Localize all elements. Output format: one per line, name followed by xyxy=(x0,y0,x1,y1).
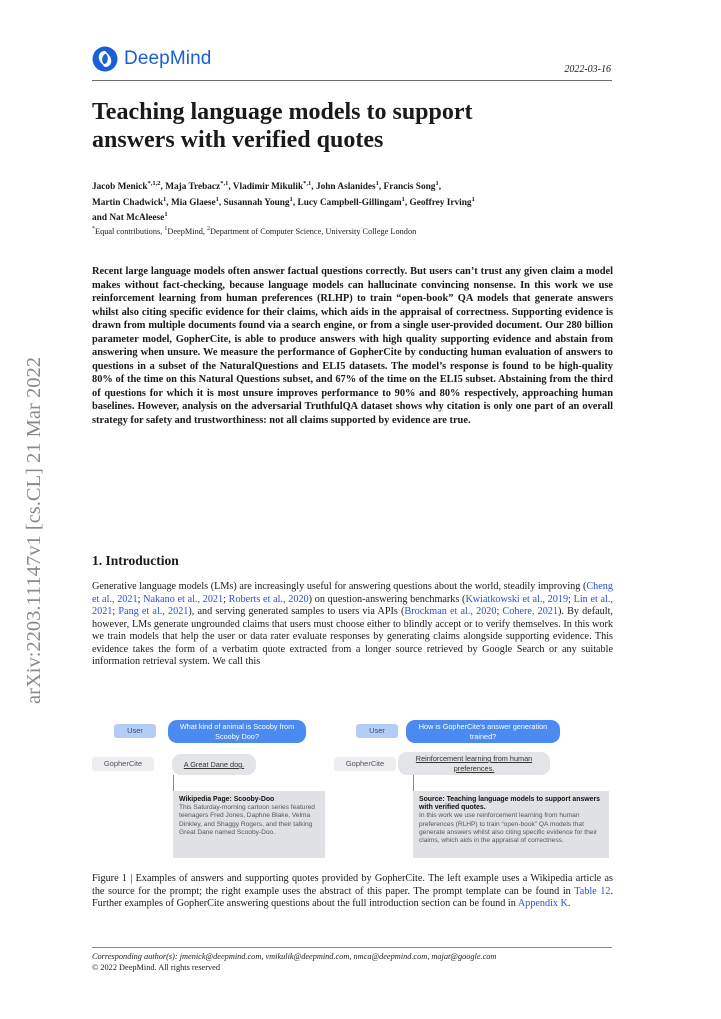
citation-link[interactable]: Cheng et al., 2021 xyxy=(92,581,613,605)
connector-left xyxy=(173,775,174,792)
source-text-left: This Saturday-morning cartoon series featured teenagers Fred Jones, Daphne Blake, Velma Dinkley, and Shaggy Rogers, and their talking Great Dane named Scooby-Doo. xyxy=(179,804,315,836)
citation-text: ; xyxy=(496,606,503,618)
citation-text: ; xyxy=(137,593,144,605)
footer-divider xyxy=(92,947,612,948)
author-name: Susannah Young xyxy=(223,197,290,208)
question-bubble-left: What kind of animal is Scooby from Scooby Doo? xyxy=(168,720,306,743)
source-title-right: Source: Teaching language models to support answers with verified quotes. xyxy=(419,796,600,812)
authors-line-2 xyxy=(92,194,612,210)
author-name: Vladimir Mikulik xyxy=(232,182,304,193)
author-affiliation-marker: 1 xyxy=(215,195,219,203)
caption-text: . xyxy=(567,898,571,910)
figure-1-caption xyxy=(92,873,613,911)
caption-link[interactable]: Table 12 xyxy=(574,885,611,897)
answer-bubble-left: A Great Dane dog. xyxy=(172,754,256,775)
citation-link[interactable]: Kwiatkowski et al., 2019 xyxy=(465,593,569,605)
user-label-right: User xyxy=(356,724,398,738)
corresponding-authors: Corresponding author(s): jmenick@deepmind.com, vmikulik@deepmind.com, nmca@deepmind.com, majat@google.com xyxy=(92,952,497,961)
citation-link[interactable]: Lin et al., 2021 xyxy=(92,593,613,618)
citation-text: Generative language models (LMs) are increasingly useful for answering questions about the world, steadily improving ( xyxy=(92,581,587,592)
author-affiliation-marker: 1 xyxy=(164,211,168,219)
paper-title xyxy=(92,98,612,154)
citation-text: ). By default, however, LMs generate ungrounded claims that users must choose either to blindly accept or to verify themselves. In this work we train models that help the user or data rater evaluate responses by generating claims alongside supporting evidence. This evidence takes the form of a verbatim quote extracted from a longer source retrieved by Google Search or any suitable information retrieval system. We call this xyxy=(92,606,613,668)
affil-2-marker: 2 xyxy=(207,226,211,232)
affil-1: DeepMind, xyxy=(167,226,208,236)
source-text-right: In this work we use reinforcement learning from human preferences (RLHP) to train “open-book” QA models that generate answers whilst also citing specific evidence for their claims, which aids in the appraisal of correctness. xyxy=(419,812,598,845)
author-name: Nat McAleese xyxy=(109,213,165,224)
affil-2: Department of Computer Science, University College London xyxy=(210,226,417,236)
citation-link[interactable]: Brockman et al., 2020 xyxy=(404,606,497,618)
citation-link[interactable]: Roberts et al., 2020 xyxy=(228,593,309,605)
author-affiliation-marker: 1 xyxy=(401,195,405,203)
citation-text: ; xyxy=(223,593,229,605)
author-name: Francis Song xyxy=(383,182,436,193)
author-name: Jacob Menick xyxy=(92,182,148,193)
deepmind-logo xyxy=(92,46,211,72)
author-separator: , xyxy=(311,182,316,193)
caption-text: Figure 1 | Examples of answers and supporting quotes provided by GopherCite. The left example uses a Wikipedia article as the source for the prompt; the right example uses the abstract of this paper. The prompt template can be found in xyxy=(92,873,613,897)
author-separator: , xyxy=(160,182,166,193)
author-name: Geoffrey Irving xyxy=(409,197,472,208)
source-title-left: Wikipedia Page: Scooby-Doo xyxy=(179,796,275,803)
equal-contrib-marker: * xyxy=(92,226,95,232)
connector-right xyxy=(413,775,414,792)
publication-date: 2022-03-16 xyxy=(564,64,611,75)
author-separator: , xyxy=(218,197,224,208)
authors-line-3 xyxy=(92,209,612,225)
copyright-notice: © 2022 DeepMind. All rights reserved xyxy=(92,963,220,972)
author-affiliation-marker: *,1,2 xyxy=(147,180,161,187)
affil-1-marker: 1 xyxy=(164,226,168,232)
title-line-1: Teaching language models to support xyxy=(92,99,473,125)
author-affiliation-marker: 1 xyxy=(471,195,475,203)
abstract: Recent large language models often answer factual questions correctly. But users can’t trust any given claim a model makes without fact-checking, because language models can hallucinate convincing nonsense. In this work we use reinforcement learning from human preferences (RLHP) to train “open-book” QA models that generate answers whilst also citing specific evidence for their claims, which aids in the appraisal of correctness. Supporting evidence is drawn from multiple documents found via a search engine, or from a single user-provided document. Our 280 billion parameter model, GopherCite, is able to produce answers with high quality supporting evidence and abstain from answering when unsure. We measure the performance of GopherCite by conducting human evaluation of answers to questions in a subset of the NaturalQuestions and ELI5 datasets. The model’s response is found to be high-quality 80% of the time on this Natural Questions subset, and 67% of the time on the ELI5 subset. Abstaining from the third of questions for which it is most unsure improves performance to 90% and 80% respectively, approaching human baselines. However, analysis on the adversarial TruthfulQA dataset shows why citation is only one part of an overall strategy for safety and trustworthiness: not all claims supported by evidence are true. xyxy=(92,266,613,427)
author-name: Mia Glaese xyxy=(170,197,216,208)
citation-text: ; xyxy=(568,593,574,605)
authors-line-1 xyxy=(92,178,612,194)
citation-link[interactable]: Pang et al., 2021 xyxy=(118,606,189,618)
author-name: Lucy Campbell-Gillingam xyxy=(297,197,402,208)
author-separator: , xyxy=(378,182,384,193)
author-affiliation-marker: *,1 xyxy=(303,180,312,187)
author-list xyxy=(92,178,612,225)
author-affiliation-marker: 1 xyxy=(163,195,167,203)
caption-link[interactable]: Appendix K xyxy=(517,898,568,910)
user-label-left: User xyxy=(114,724,156,738)
citation-link[interactable]: Cohere, 2021 xyxy=(502,606,558,618)
source-quote-box-left xyxy=(173,791,325,858)
arxiv-watermark xyxy=(14,320,54,740)
citation-link[interactable]: Nakano et al., 2021 xyxy=(143,593,224,605)
author-affiliation-marker: 1 xyxy=(435,180,439,187)
question-bubble-right: How is GopherCite’s answer generation trained? xyxy=(406,720,560,743)
author-affiliation-marker: 1 xyxy=(375,180,379,187)
author-separator: , xyxy=(438,182,442,193)
author-separator: , xyxy=(404,197,410,208)
author-name: Maja Trebacz xyxy=(165,182,221,193)
gophercite-label-left: GopherCite xyxy=(92,757,154,771)
author-affiliation-marker: 1 xyxy=(289,195,293,203)
arxiv-id: arXiv:2203.11147v1 [cs.CL] 21 Mar 2022 xyxy=(22,356,45,704)
introduction-paragraph xyxy=(92,581,613,669)
header-divider xyxy=(92,80,612,81)
affiliations xyxy=(92,224,612,237)
gophercite-label-right: GopherCite xyxy=(334,757,396,771)
author-separator: , xyxy=(292,197,298,208)
citation-text: ; xyxy=(112,606,119,618)
author-name: Martin Chadwick xyxy=(92,197,164,208)
deepmind-logo-icon xyxy=(92,46,118,72)
authors-and: and xyxy=(92,213,110,224)
author-name: John Aslanides xyxy=(315,182,376,193)
citation-text: ), and serving generated samples to users via APIs ( xyxy=(188,606,405,618)
author-separator: , xyxy=(228,182,233,193)
answer-bubble-right: Reinforcement learning from human preferences. xyxy=(398,752,550,775)
brand-name: DeepMind xyxy=(124,48,212,69)
title-line-2: answers with verified quotes xyxy=(92,127,384,153)
section-heading-introduction: 1. Introduction xyxy=(92,553,179,568)
author-separator: , xyxy=(166,197,171,208)
source-quote-box-right xyxy=(413,791,609,858)
equal-contrib-note: Equal contributions, xyxy=(95,226,165,236)
citation-text: ) on question-answering benchmarks ( xyxy=(308,593,466,605)
caption-text: . Further examples of GopherCite answering questions about the full introduction section can be found in xyxy=(92,885,613,910)
author-affiliation-marker: *,1 xyxy=(220,180,229,187)
